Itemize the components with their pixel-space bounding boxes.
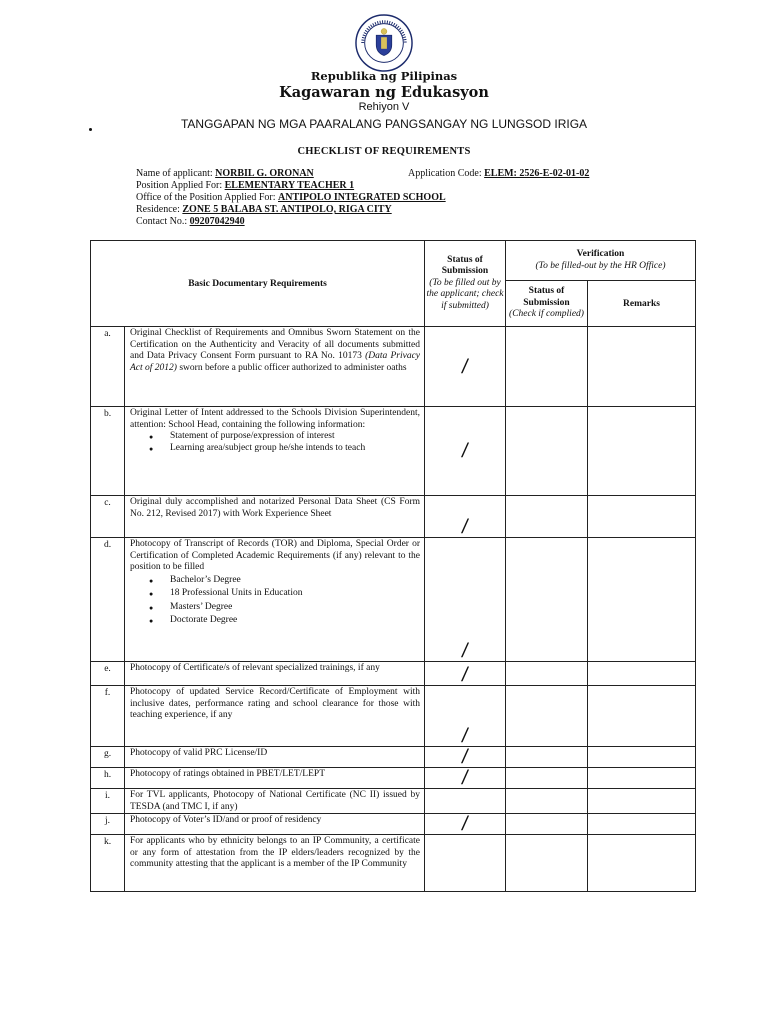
- table-row: [91, 789, 696, 814]
- row-letter: g.: [91, 747, 125, 768]
- check-mark: /: [460, 516, 470, 538]
- row-letter: e.: [91, 662, 125, 686]
- requirement-description: [125, 538, 425, 662]
- check-mark: /: [460, 355, 470, 378]
- table-row: [91, 768, 696, 789]
- hr-status-cell[interactable]: [506, 747, 588, 768]
- department-heading: Kagawaran ng Edukasyon: [279, 84, 489, 101]
- requirement-description: [125, 327, 425, 407]
- position-row: [136, 180, 354, 192]
- row-letter: d.: [91, 538, 125, 662]
- remarks-cell[interactable]: [588, 835, 696, 892]
- hr-status-cell[interactable]: [506, 789, 588, 814]
- check-mark: /: [460, 746, 470, 768]
- table-row: [91, 662, 696, 686]
- requirement-description: For TVL applicants, Photocopy of National Certificate (NC II) issued by TESDA (and TMC I, if any): [125, 789, 425, 814]
- applicant-name-row: [136, 168, 314, 180]
- applicant-check-cell[interactable]: [425, 686, 506, 747]
- list-item: ● Masters’ Degree: [170, 601, 420, 615]
- row-letter: i.: [91, 789, 125, 814]
- requirement-description: For applicants who by ethnicity belongs to an IP Community, a certificate or any form of attestation from the IP elders/leaders recognized by the community attesting that the applicant is a member of the IP Community: [125, 835, 425, 892]
- hr-status-cell[interactable]: [506, 814, 588, 835]
- requirement-text: Photocopy of Transcript of Records (TOR) and Diploma, Special Order or Certification of Completed Academic Requirements (if any) relevant to the position to be filled: [130, 539, 420, 572]
- office-heading: TANGGAPAN NG MGA PAARALANG PANGSANGAY NG LUNGSOD IRIGA: [180, 117, 588, 131]
- hr-status-column-header: [506, 281, 588, 327]
- check-mark: /: [460, 640, 470, 662]
- residence-label: Residence:: [136, 204, 180, 215]
- applicant-check-cell[interactable]: [425, 835, 506, 892]
- applicant-status-column-header: [425, 241, 506, 327]
- position-value: ELEMENTARY TEACHER 1: [224, 180, 355, 191]
- republic-heading: Republika ng Pilipinas: [310, 69, 458, 83]
- document-title: CHECKLIST OF REQUIREMENTS: [297, 146, 471, 157]
- residence-value: ZONE 5 BALABA ST. ANTIPOLO, RIGA CITY: [182, 204, 392, 215]
- bullet-list: [130, 574, 420, 628]
- hr-status-cell[interactable]: [506, 538, 588, 662]
- requirement-description: [125, 407, 425, 496]
- position-label: Position Applied For:: [136, 180, 223, 191]
- row-letter: f.: [91, 686, 125, 747]
- hr-status-note: (Check if complied): [509, 309, 584, 320]
- remarks-header-label: Remarks: [623, 298, 660, 309]
- hr-status-cell[interactable]: [506, 686, 588, 747]
- application-code-row: [408, 168, 589, 179]
- office-value: ANTIPOLO INTEGRATED SCHOOL: [278, 192, 446, 203]
- check-mark: /: [460, 664, 470, 686]
- requirement-text: Original Checklist of Requirements and Omnibus Sworn Statement on the Certification on the Authenticity and Veracity of all documents submitted and Data Privacy Consent Form pursuant to RA No. 10173: [130, 328, 420, 361]
- hr-status-cell[interactable]: [506, 327, 588, 407]
- row-letter: j.: [91, 814, 125, 835]
- application-code-value: ELEM: 2526-E-02-01-02: [484, 168, 590, 179]
- contact-label: Contact No.:: [136, 216, 188, 227]
- requirements-table: [90, 240, 696, 892]
- remarks-cell[interactable]: [588, 789, 696, 814]
- check-mark: /: [460, 767, 470, 789]
- hr-status-cell[interactable]: [506, 407, 588, 496]
- bullet-list: [130, 431, 420, 454]
- office-row: [136, 192, 446, 204]
- requirement-italic-text: (Data Privacy Act of 2012): [130, 351, 420, 373]
- requirement-description: Original duly accomplished and notarized Personal Data Sheet (CS Form No. 212, Revised 2017) with Work Experience Sheet: [125, 496, 425, 538]
- requirement-description: Photocopy of updated Service Record/Certificate of Employment with inclusive dates, performance rating and school clearance for those with teaching experience, if any: [125, 686, 425, 747]
- applicant-check-cell[interactable]: [425, 814, 506, 835]
- requirement-description: Photocopy of Voter’s ID/and or proof of residency: [125, 814, 425, 835]
- residence-row: [136, 204, 392, 216]
- applicant-check-cell[interactable]: [425, 789, 506, 814]
- verification-title: Verification: [576, 249, 625, 259]
- list-item: ● Bachelor’s Degree: [170, 574, 420, 588]
- application-code-label: Application Code:: [408, 168, 482, 179]
- row-letter: h.: [91, 768, 125, 789]
- table-row: [91, 747, 696, 768]
- table-row: [91, 327, 696, 407]
- check-mark: /: [460, 813, 470, 835]
- deped-seal-icon: [355, 14, 413, 72]
- row-letter: b.: [91, 407, 125, 496]
- hr-status-title: Status of Submission: [523, 286, 570, 308]
- applicant-check-cell[interactable]: [425, 538, 506, 662]
- table-row: [91, 496, 696, 538]
- requirement-description: Photocopy of valid PRC License/ID: [125, 747, 425, 768]
- verification-note: (To be filled-out by the HR Office): [535, 260, 666, 271]
- region-heading: Rehiyon V: [358, 101, 410, 113]
- requirement-description: Photocopy of ratings obtained in PBET/LET/LEPT: [125, 768, 425, 789]
- remarks-cell[interactable]: [588, 538, 696, 662]
- office-label: Office of the Position Applied For:: [136, 192, 276, 203]
- applicant-check-cell[interactable]: [425, 662, 506, 686]
- requirement-text: Original Letter of Intent addressed to the Schools Division Superintendent, attention: School Head, containing the following information:: [130, 408, 420, 430]
- applicant-check-cell[interactable]: [425, 768, 506, 789]
- applicant-name-label: Name of applicant:: [136, 168, 213, 179]
- applicant-check-cell[interactable]: [425, 327, 506, 407]
- hr-status-cell[interactable]: [506, 768, 588, 789]
- applicant-check-cell[interactable]: [425, 407, 506, 496]
- list-item: ● Doctorate Degree: [170, 614, 420, 628]
- list-item: ● Learning area/subject group he/she intends to teach: [170, 443, 420, 455]
- remarks-cell[interactable]: [588, 686, 696, 747]
- remarks-cell[interactable]: [588, 662, 696, 686]
- bullet-dot: [89, 128, 92, 131]
- check-mark: /: [460, 725, 470, 747]
- list-item: ● 18 Professional Units in Education: [170, 587, 420, 601]
- remarks-cell[interactable]: [588, 814, 696, 835]
- row-letter: a.: [91, 327, 125, 407]
- check-mark: /: [460, 440, 470, 462]
- applicant-check-cell[interactable]: [425, 496, 506, 538]
- table-row: [91, 814, 696, 835]
- remarks-cell[interactable]: [588, 496, 696, 538]
- applicant-status-note: (To be filled out by the applicant; check if submitted): [426, 277, 504, 311]
- row-letter: k.: [91, 835, 125, 892]
- requirement-description: Photocopy of Certificate/s of relevant specialized trainings, if any: [125, 662, 425, 686]
- table-row: [91, 407, 696, 496]
- remarks-cell[interactable]: [588, 407, 696, 496]
- applicant-status-title: Status of Submission: [441, 254, 489, 277]
- contact-value: 09207042940: [189, 216, 245, 227]
- hr-status-cell[interactable]: [506, 496, 588, 538]
- table-row: [91, 686, 696, 747]
- contact-row: [136, 216, 245, 228]
- table-row: [91, 538, 696, 662]
- requirement-text-continued: sworn before a public officer authorized to administer oaths: [179, 362, 407, 373]
- row-letter: c.: [91, 496, 125, 538]
- hr-status-cell[interactable]: [506, 662, 588, 686]
- applicant-check-cell[interactable]: [425, 747, 506, 768]
- table-row: [91, 835, 696, 892]
- requirements-header-label: Basic Documentary Requirements: [188, 278, 327, 289]
- requirements-column-header: [91, 241, 425, 327]
- remarks-cell[interactable]: [588, 747, 696, 768]
- applicant-name-value: NORBIL G. ORONAN: [215, 168, 314, 179]
- list-item: ● Statement of purpose/expression of interest: [170, 431, 420, 443]
- remarks-cell[interactable]: [588, 327, 696, 407]
- hr-status-cell[interactable]: [506, 835, 588, 892]
- verification-column-header: [506, 241, 696, 281]
- remarks-cell[interactable]: [588, 768, 696, 789]
- remarks-column-header: [588, 281, 696, 327]
